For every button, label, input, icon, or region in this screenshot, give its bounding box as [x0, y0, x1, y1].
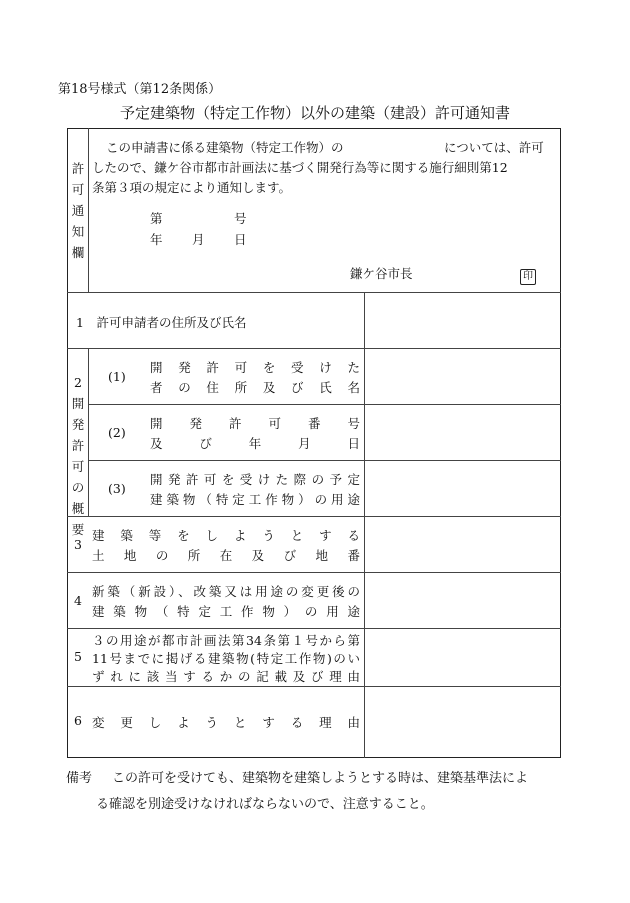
row6-text1: 変更しようとする理由: [92, 715, 360, 730]
remarks-line2: る確認を別途受けなければならないので、注意すること。: [96, 797, 434, 812]
row2-3-number: (3): [108, 481, 126, 496]
remarks-label: 備考: [66, 771, 93, 786]
rule: [88, 348, 89, 516]
rule: [67, 572, 561, 573]
row6-number: 6: [74, 713, 82, 728]
rule: [88, 460, 561, 461]
row2-1-line2: [150, 378, 360, 396]
row2-side-label: 2開発許可の概要: [71, 375, 85, 537]
document-title: 予定建築物（特定工作物）以外の建築（建設）許可通知書: [119, 104, 510, 122]
notice-line3: 条第３項の規定により通知します。: [92, 180, 292, 195]
row2-1-number: (1): [108, 369, 126, 384]
seal-icon: 印: [520, 269, 536, 285]
rule: [88, 128, 89, 292]
notice-line2: したので、鎌ケ谷市都市計画法に基づく開発行為等に関する施行細則第12: [92, 160, 508, 175]
rule: [67, 686, 561, 687]
rule: [88, 404, 561, 405]
rule: [67, 628, 561, 629]
form-number: 第18号様式（第12条関係）: [58, 82, 222, 97]
date-year: 年: [150, 232, 163, 247]
seal-mark: [520, 264, 536, 285]
rule: [67, 348, 561, 349]
notice-line1-b: については、許可: [444, 140, 544, 155]
notice-line1-a: この申請書に係る建築物（特定工作物）の: [106, 140, 344, 155]
row2-1-line1: [150, 358, 360, 376]
row2-1-text1: 開発許可を受けた: [150, 360, 360, 375]
row3-line1: [92, 526, 360, 544]
row5-number: 5: [74, 649, 82, 664]
date-month: 月: [192, 232, 205, 247]
row3-text2: 土地の所在及び地番: [92, 548, 360, 563]
row2-3-text2: 建築物（特定工作物）の用途: [150, 492, 360, 507]
row4-line2: [92, 602, 360, 620]
row5-line3: [92, 667, 360, 685]
row6-line1: [92, 713, 360, 731]
row3-text1: 建築等をしようとする: [92, 528, 360, 543]
permit-no-label: 第: [150, 211, 163, 226]
row1-label: 1 許可申請者の住所及び氏名: [76, 315, 247, 330]
row2-3-line1: [150, 470, 360, 488]
rule: [67, 292, 561, 293]
rule: [67, 516, 561, 517]
permit-no-suffix: 号: [234, 211, 247, 226]
row4-text2: 建築物（特定工作物）の用途: [92, 604, 360, 619]
date-day: 日: [234, 232, 247, 247]
row4-number: 4: [74, 593, 82, 608]
remarks-line1: この許可を受けても、建築物を建築しようとする時は、建築基準法によ: [112, 771, 529, 786]
row4-text1: 新築（新設）、改築又は用途の変更後の: [92, 584, 360, 599]
row5-text1: ３の用途が都市計画法第34条第１号から第: [92, 633, 360, 648]
row5-text3: ずれに該当するかの記載及び理由: [92, 669, 360, 684]
row5-line2: [92, 649, 360, 667]
row3-line2: [92, 546, 360, 564]
row2-3-line2: [150, 490, 360, 508]
rule: [364, 292, 365, 758]
signer: 鎌ケ谷市長: [350, 266, 413, 281]
row2-2-text1: 開発許可番号: [150, 416, 360, 431]
row2-1-text2: 者の住所及び氏名: [150, 380, 360, 395]
row2-2-text2: 及び年月日: [150, 436, 360, 451]
permit-notice-side-label: 許可通知欄: [71, 161, 85, 260]
row3-number: 3: [74, 537, 82, 552]
row2-2-line2: [150, 434, 360, 452]
row5-line1: [92, 631, 360, 649]
row4-line1: [92, 582, 360, 600]
row2-2-line1: [150, 414, 360, 432]
row2-2-number: (2): [108, 425, 126, 440]
row2-3-text1: 開発許可を受けた際の予定: [150, 472, 360, 487]
row5-text2: 11号までに掲げる建築物(特定工作物)のい: [92, 651, 360, 666]
